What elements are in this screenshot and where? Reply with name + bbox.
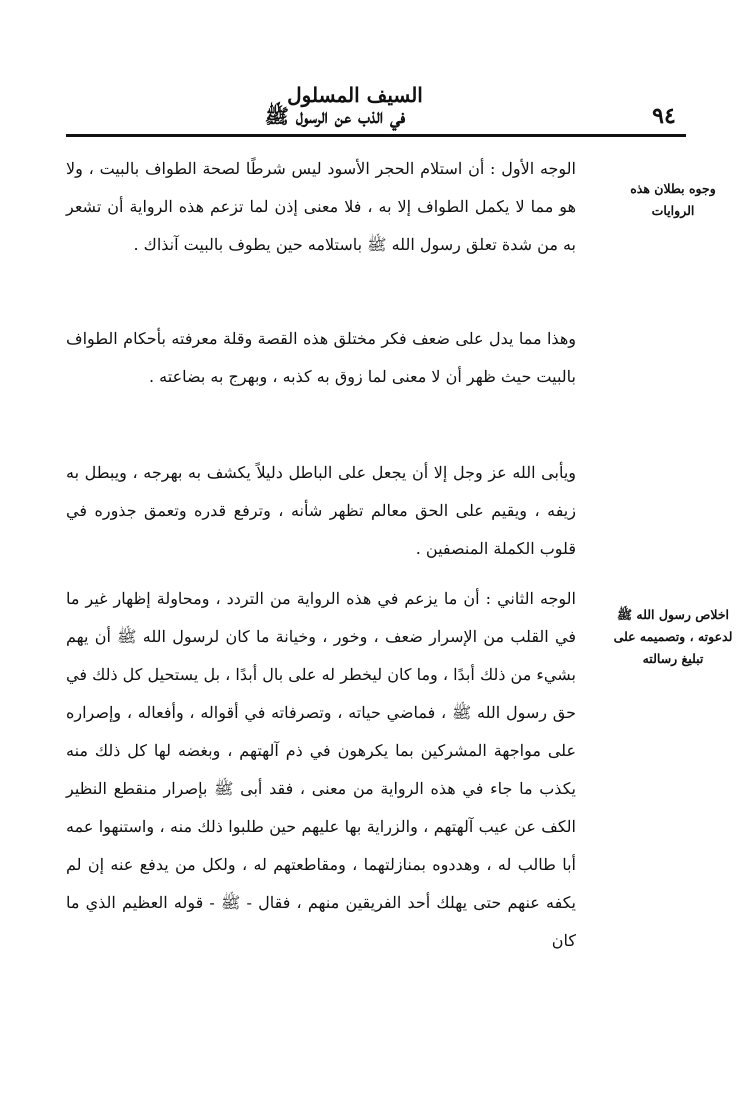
- header-divider: [66, 134, 686, 137]
- margin-note-invalidity: وجوه بطلان هذه الروايات: [630, 181, 716, 218]
- page-number: ٩٤: [652, 103, 676, 129]
- paragraph-fabricator-weakness: وهذا مما يدل على ضعف فكر مختلق هذه القصة وقلة معرفته بأحكام الطواف بالبيت حيث ظهر أن لا معنى لما زوق به كذبه ، وبهرج به بضاعته .: [66, 329, 576, 386]
- margin-note-sincerity: اخلاص رسول الله ﷺ لدعوته ، وتصميمه على تبليغ رسالته: [613, 607, 733, 666]
- running-title: السيف المسلول: [287, 83, 423, 107]
- paragraph-first-aspect: الوجه الأول : أن استلام الحجر الأسود ليس شرطًا لصحة الطواف بالبيت ، ولا هو مما لا يكمل الطواف إلا به ، فلا معنى إذن لما تزعم هذه الرواية أن تشعر به من شدة تعلق رسول الله ﷺ باستلامه حين يطوف بالبيت آنذاك .: [66, 159, 576, 254]
- paragraph-second-aspect: الوجه الثاني : أن ما يزعم في هذه الرواية من التردد ، ومحاولة إظهار غير ما في القلب من الإسرار ضعف ، وخور ، وخيانة ما كان لرسول الله ﷺ أن يهم بشيء من ذلك أبدًا ، وما كان ليخطر له على بال أبدًا ، بل يستحيل كل ذلك في حق رسول الله ﷺ ، فماضي حياته ، وتصرفاته في أقواله ، وأفعاله ، وإصراره على مواجهة المشركين بما يكرهون في ذم آلهتهم ، وبغضه لها كل ذلك منه يكذب ما جاء في هذه الرواية من معنى ، فقد أبى ﷺ بإصرار منقطع النظير الكف عن عيب آلهتهم ، والزراية بها عليهم حين طلبوا ذلك منه ، واستنهوا عمه أبا طالب له ، وهددوه بمنازلتهما ، ومقاطعتهم له ، ولكل من يدفع عنه إن لم يكفه عنهم حتى يهلك أحد الفريقين منهم ، فقال - ﷺ - قوله العظيم الذي ما كان: [66, 589, 576, 950]
- paragraph-falsehood-exposed: ويأبى الله عز وجل إلا أن يجعل على الباطل دليلاً يكشف به بهرجه ، ويبطل به زيفه ، ويقيم على الحق معالم تظهر شأنه ، وترفع قدره وتعمق جذوره في قلوب الكملة المنصفين .: [66, 463, 576, 558]
- running-subtitle: في الذب عن الرسول ﷺ: [264, 104, 406, 128]
